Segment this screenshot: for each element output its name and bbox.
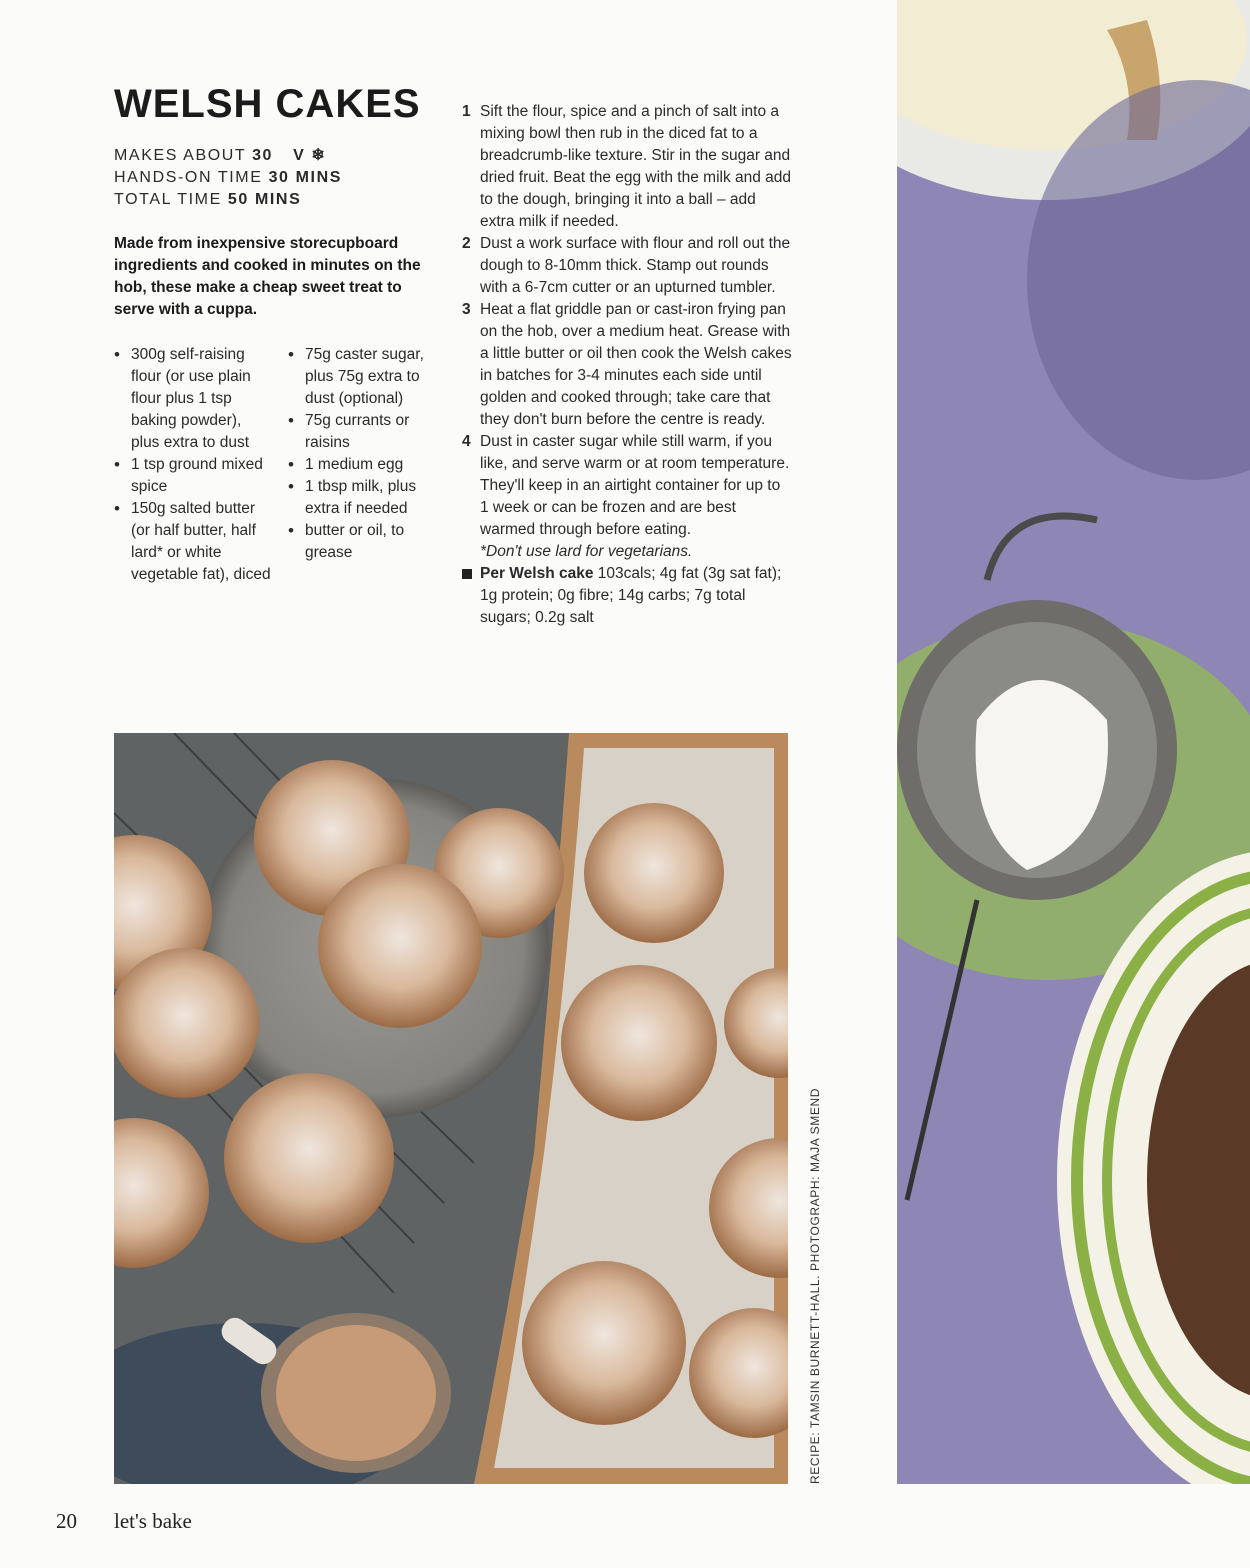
- square-bullet-icon: [462, 569, 472, 579]
- welsh-cakes-photo: [114, 733, 788, 1484]
- side-photo: [897, 0, 1250, 1484]
- nutrition-info: [462, 563, 792, 629]
- total-time-label: TOTAL TIME: [114, 191, 222, 208]
- method-step: [462, 299, 792, 431]
- hands-on-label: HANDS-ON TIME: [114, 169, 263, 186]
- ingredients-column-1: [114, 344, 274, 586]
- ingredient-item: • 300g self-raising flour (or use plain flour plus 1 tsp baking powder), plus extra to dust: [114, 344, 274, 454]
- step-number: 1: [462, 103, 471, 120]
- makes-value: 30: [252, 147, 274, 164]
- vegetarian-freezable-icons: V ❄: [293, 147, 327, 164]
- step-number: 4: [462, 433, 471, 450]
- section-title: let's bake: [114, 1509, 192, 1533]
- recipe-title: WELSH CAKES: [114, 82, 421, 126]
- hands-on-value: 30 MINS: [268, 169, 343, 186]
- ingredient-item: • 75g caster sugar, plus 75g extra to dust (optional): [288, 344, 448, 410]
- recipe-intro: Made from inexpensive storecupboard ingredients and cooked in minutes on the hob, these make a cheap sweet treat to serve with a cuppa.: [114, 235, 421, 318]
- ingredients-column-2: [288, 344, 448, 564]
- method-step: [462, 431, 792, 541]
- ingredient-item: • 75g currants or raisins: [288, 410, 448, 454]
- nutrition-text: 103cals; 4g fat (3g sat fat); 1g protein; 0g fibre; 14g carbs; 7g total sugars; 0.2g salt: [480, 565, 782, 626]
- method-step: [462, 233, 792, 299]
- step-text: Dust a work surface with flour and roll out the dough to 8-10mm thick. Stamp out rounds with a 6-7cm cutter or an upturned tumbler.: [480, 235, 791, 296]
- makes-label: MAKES ABOUT: [114, 147, 247, 164]
- ingredient-item: • 1 tbsp milk, plus extra if needed: [288, 476, 448, 520]
- method-step: [462, 101, 792, 233]
- nutrition-label: Per Welsh cake: [480, 565, 594, 582]
- ingredient-item: • 1 tsp ground mixed spice: [114, 454, 274, 498]
- vegetarian-note: *Don't use lard for vegetarians.: [480, 543, 693, 560]
- step-number: 3: [462, 301, 471, 318]
- ingredient-item: • 1 medium egg: [288, 454, 448, 476]
- total-time-value: 50 MINS: [227, 191, 302, 208]
- ingredient-item: • 150g salted butter (or half butter, half lard* or white vegetable fat), diced: [114, 498, 274, 586]
- page-number: 20: [56, 1509, 77, 1533]
- recipe-meta: [114, 145, 342, 211]
- step-text: Heat a flat griddle pan or cast-iron frying pan on the hob, over a medium heat. Grease with a little butter or oil then cook the Welsh cakes in batches for 3-4 minutes each side until golden and cooked through; take care that they don't burn before the centre is ready.: [480, 301, 792, 428]
- step-text: Sift the flour, spice and a pinch of salt into a mixing bowl then rub in the diced fat to a breadcrumb-like texture. Stir in the sugar and dried fruit. Beat the egg with the milk and add to the dough, bringing it into a ball – add extra milk if needed.: [480, 103, 792, 230]
- method: [462, 101, 792, 629]
- ingredient-item: • butter or oil, to grease: [288, 520, 448, 564]
- step-text: Dust in caster sugar while still warm, if you like, and serve warm or at room temperature. They'll keep in an airtight container for up to 1 week or can be frozen and are best warmed through before eating.: [480, 433, 790, 538]
- step-number: 2: [462, 235, 471, 252]
- photo-credit: RECIPE: TAMSIN BURNETT-HALL. PHOTOGRAPH: MAJA SMEND: [808, 1088, 822, 1484]
